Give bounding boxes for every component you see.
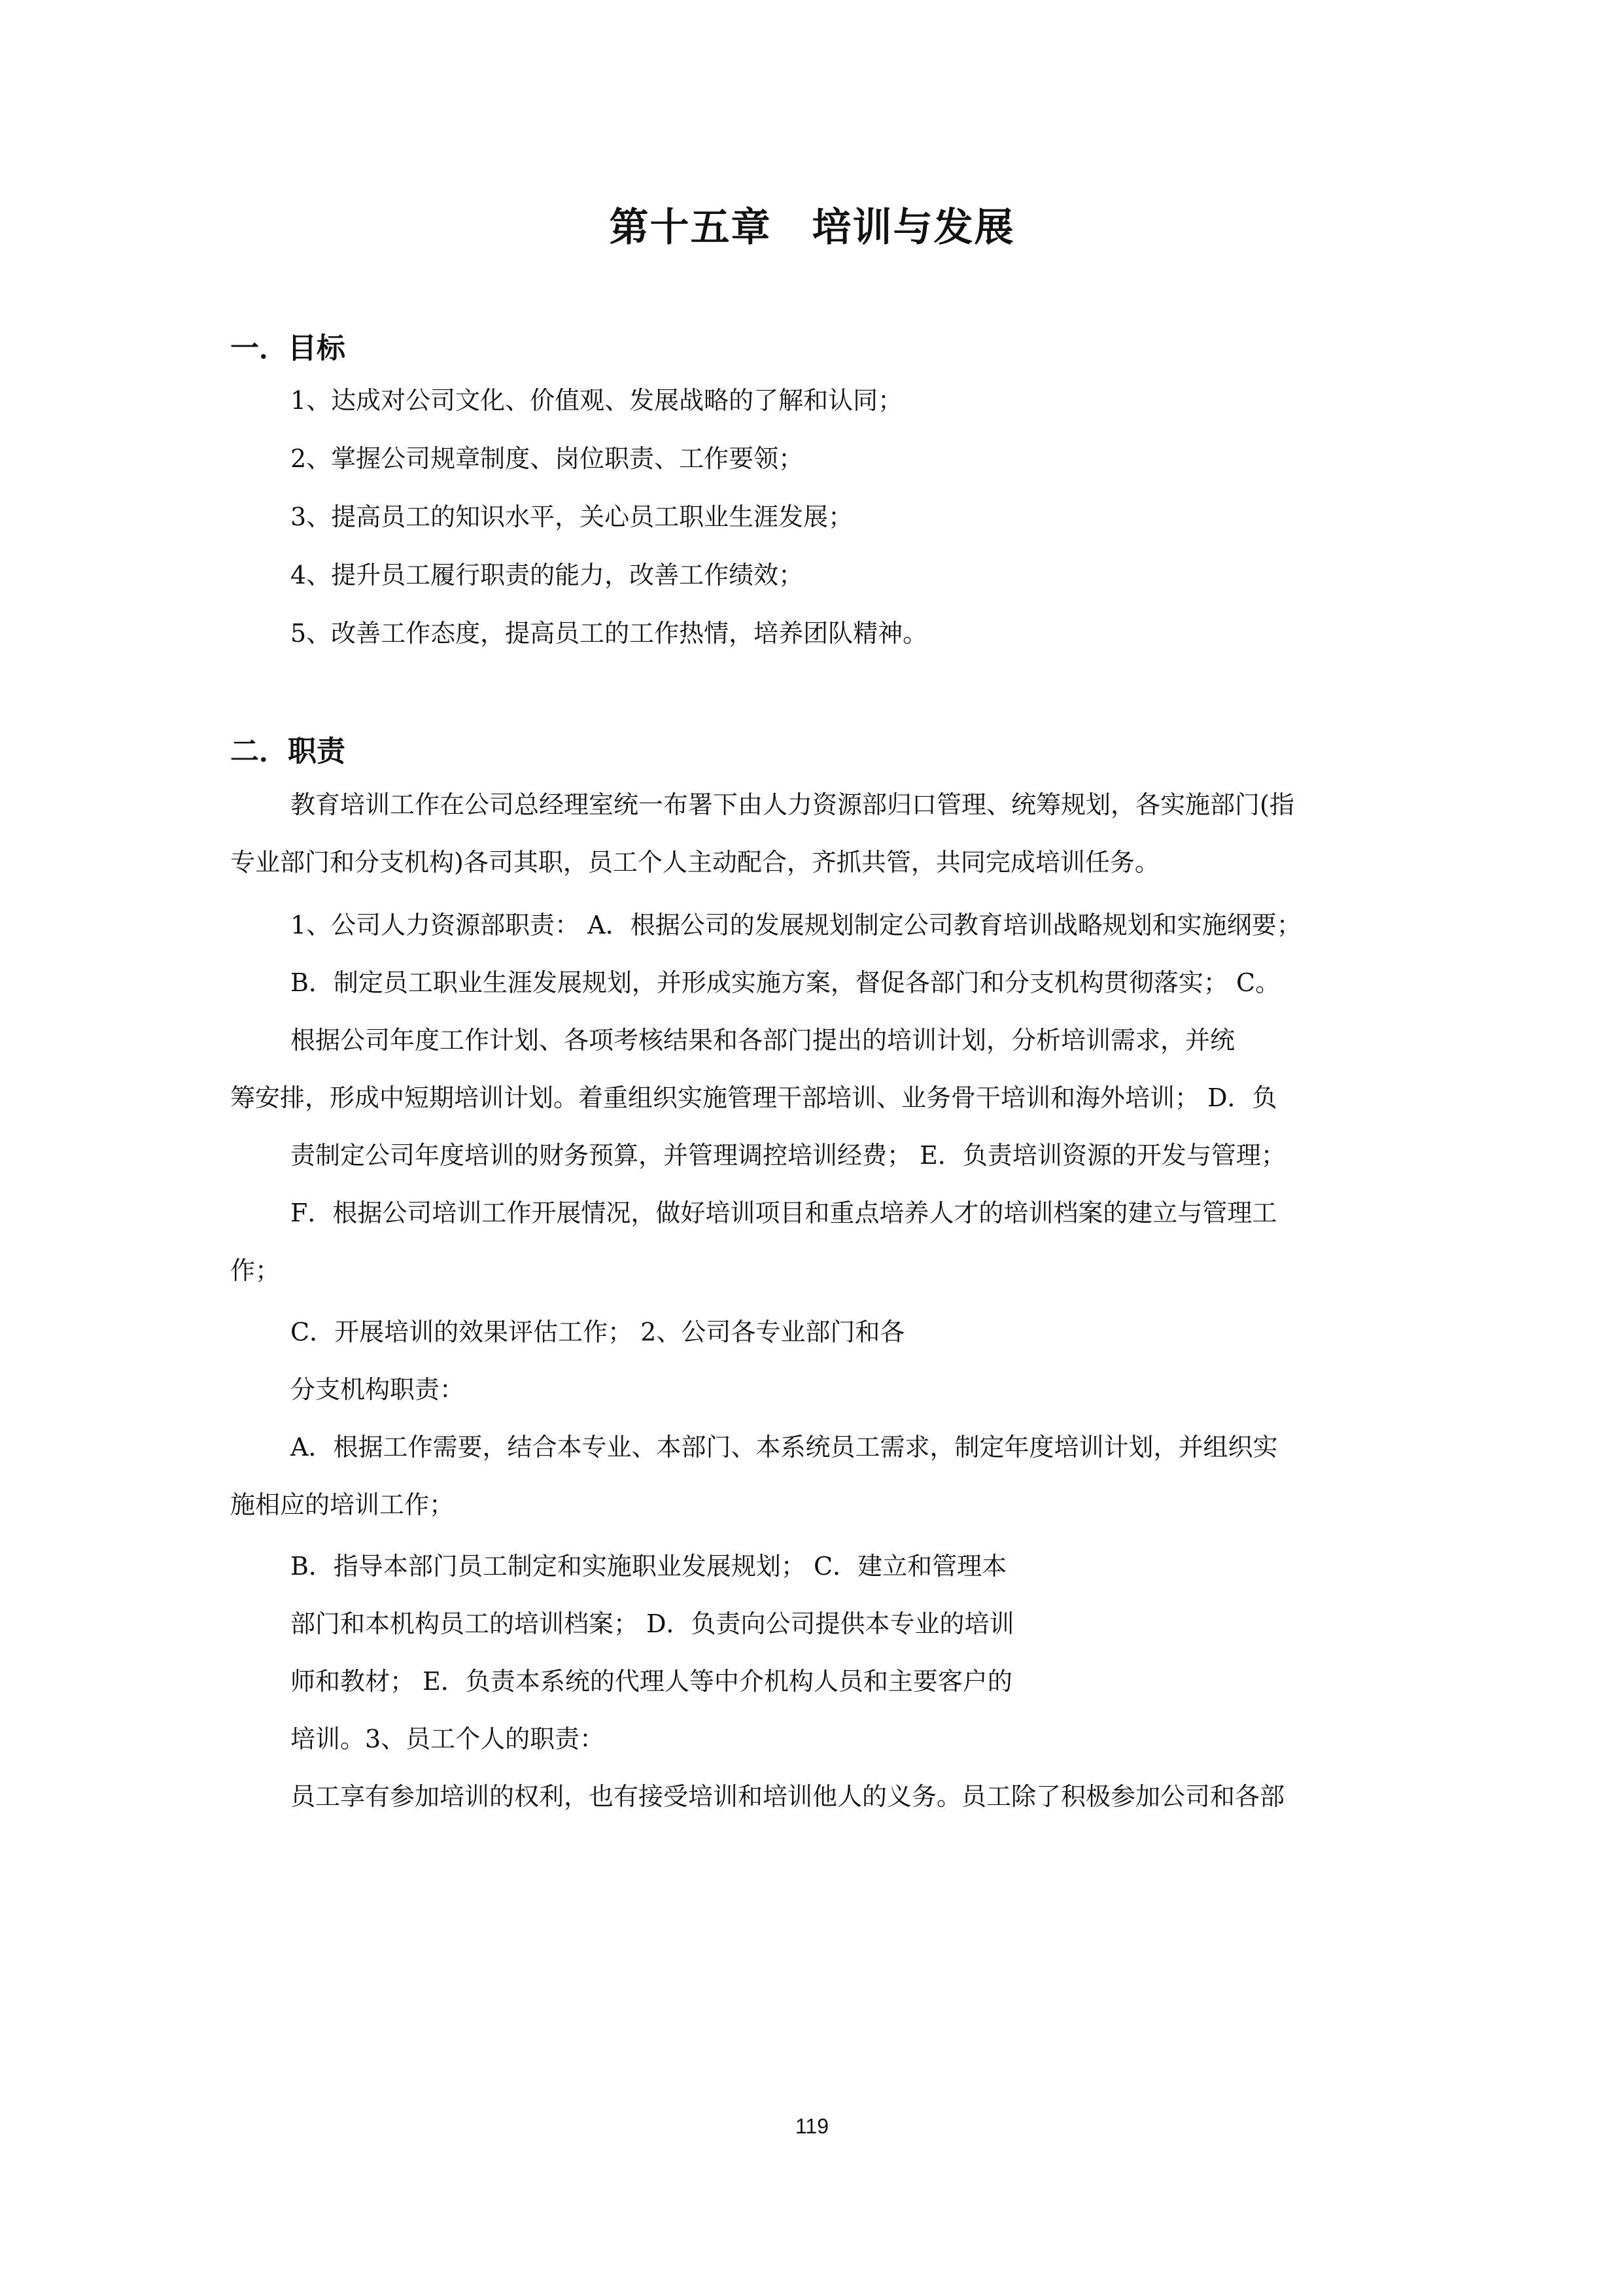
duties-paragraph-line: 分支机构职责： (290, 1375, 465, 1404)
goal-item-1: 1、达成对公司文化、价值观、发展战略的了解和认同； (290, 386, 903, 415)
duties-paragraph-line: C．开展培训的效果评估工作； 2、公司各专业部门和各 (290, 1318, 905, 1346)
section-heading-duties: 二．职责 (230, 735, 345, 768)
duties-paragraph-line: F．根据公司培训工作开展情况，做好培训项目和重点培养人才的培训档案的建立与管理工 (290, 1199, 1277, 1227)
goal-item-5: 5、改善工作态度，提高员工的工作热情，培养团队精神。 (290, 619, 928, 648)
page-number: 119 (795, 2114, 829, 2138)
duties-paragraph-line: 作； (230, 1256, 281, 1285)
duties-paragraph-line: 筹安排，形成中短期培训计划。着重组织实施管理干部培训、业务骨干培训和海外培训； D．负 (230, 1083, 1277, 1112)
duties-paragraph-line: 师和教材； E．负责本系统的代理人等中介机构人员和主要客户的 (290, 1667, 1012, 1696)
duties-paragraph-line: 专业部门和分支机构)各司其职，员工个人主动配合，齐抓共管，共同完成培训任务。 (230, 848, 1160, 877)
duties-paragraph-line: 施相应的培训工作； (230, 1490, 455, 1519)
duties-paragraph-line: B．制定员工职业生涯发展规划，并形成实施方案，督促各部门和分支机构贯彻落实； C。 (290, 968, 1281, 997)
section-heading-goals: 一．目标 (230, 332, 345, 365)
duties-paragraph-line: 部门和本机构员工的培训档案； D．负责向公司提供本专业的培训 (290, 1609, 1014, 1638)
duties-paragraph-line: 根据公司年度工作计划、各项考核结果和各部门提出的培训计划，分析培训需求，并统 (290, 1026, 1235, 1055)
duties-paragraph-line: 教育培训工作在公司总经理室统一布署下由人力资源部归口管理、统筹规划，各实施部门(指 (290, 790, 1294, 819)
duties-paragraph-line: 员工享有参加培训的权利，也有接受培训和培训他人的义务。员工除了积极参加公司和各部 (290, 1782, 1285, 1811)
duties-paragraph-line: 培训。3、员工个人的职责： (290, 1725, 605, 1753)
duties-paragraph-line: B．指导本部门员工制定和实施职业发展规划； C．建立和管理本 (290, 1552, 1007, 1581)
duties-paragraph-line: 责制定公司年度培训的财务预算，并管理调控培训经费； E．负责培训资源的开发与管理； (290, 1141, 1286, 1170)
chapter-title: 第十五章 培训与发展 (609, 205, 1015, 251)
goal-item-4: 4、提升员工履行职责的能力，改善工作绩效； (290, 561, 804, 589)
duties-paragraph-line: 1、公司人力资源部职责： A．根据公司的发展规划制定公司教育培训战略规划和实施纲要； (290, 911, 1302, 939)
duties-paragraph-line: A．根据工作需要，结合本专业、本部门、本系统员工需求，制定年度培训计划，并组织实 (290, 1433, 1278, 1462)
goal-item-3: 3、提高员工的知识水平，关心员工职业生涯发展； (290, 502, 854, 531)
goal-item-2: 2、掌握公司规章制度、岗位职责、工作要领； (290, 444, 804, 473)
